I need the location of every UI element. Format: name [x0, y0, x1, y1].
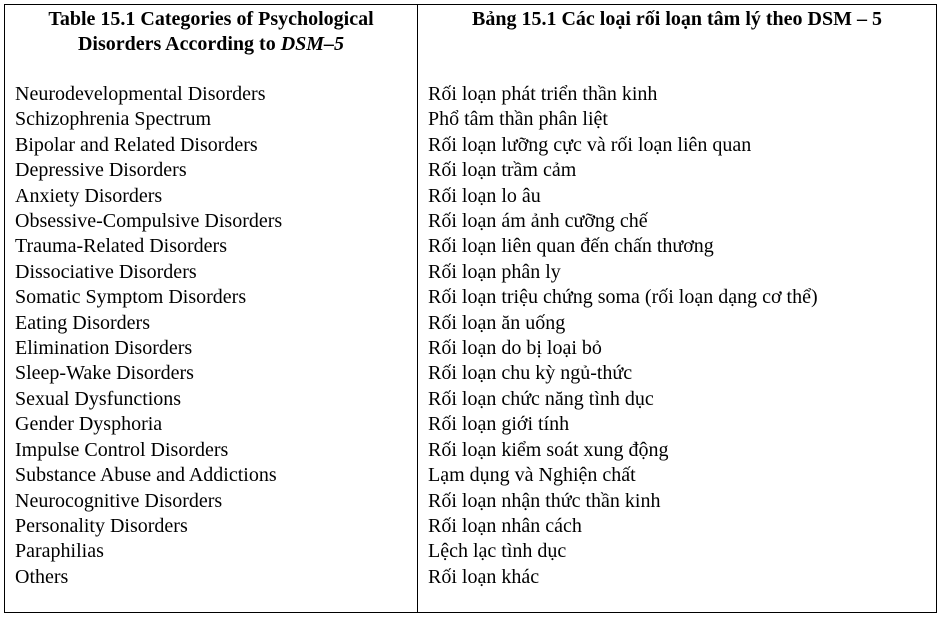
english-category-item: Dissociative Disorders: [15, 260, 197, 283]
english-category-item: Trauma-Related Disorders: [15, 235, 227, 258]
english-category-item: Elimination Disorders: [15, 337, 193, 360]
english-category-item: Personality Disorders: [15, 514, 188, 537]
vietnamese-category-item: Rối loạn nhân cách: [428, 514, 582, 537]
english-category-item: Neurocognitive Disorders: [15, 489, 223, 512]
english-column: [5, 5, 417, 612]
vietnamese-category-item: Lệch lạc tình dục: [428, 540, 567, 563]
english-heading-line2: Disorders According to: [77, 33, 281, 55]
english-category-item: Eating Disorders: [15, 311, 150, 334]
english-category-item: Sexual Dysfunctions: [15, 387, 182, 410]
dsm5-italic-label: DSM–5: [280, 33, 345, 55]
vietnamese-category-item: Rối loạn ám ảnh cưỡng chế: [428, 210, 648, 233]
vietnamese-category-item: Rối loạn lo âu: [428, 184, 541, 207]
english-category-item: Depressive Disorders: [15, 159, 187, 182]
vietnamese-category-item: Rối loạn trầm cảm: [428, 159, 577, 182]
vietnamese-category-item: Rối loạn kiểm soát xung động: [428, 438, 669, 461]
vietnamese-category-item: Rối loạn giới tính: [428, 413, 570, 436]
english-category-list: [15, 82, 282, 590]
english-table-heading: [5, 5, 417, 57]
english-category-item: Substance Abuse and Addictions: [15, 464, 277, 487]
vietnamese-column: [418, 5, 936, 612]
english-category-item: Neurodevelopmental Disorders: [15, 83, 266, 105]
english-category-item: Sleep-Wake Disorders: [15, 362, 194, 385]
vietnamese-category-item: Rối loạn triệu chứng soma (rối loạn dạng cơ thể): [428, 286, 818, 309]
english-category-item: Schizophrenia Spectrum: [15, 108, 212, 131]
english-category-item: Paraphilias: [15, 540, 104, 563]
english-category-item: Impulse Control Disorders: [15, 438, 229, 461]
vietnamese-category-item: Phổ tâm thần phân liệt: [428, 108, 608, 131]
english-category-item: Gender Dysphoria: [15, 413, 163, 436]
vietnamese-table-heading: Bảng 15.1 Các loại rối loạn tâm lý theo DSM – 5: [472, 8, 882, 30]
english-category-item: Obsessive-Compulsive Disorders: [15, 210, 283, 233]
vietnamese-category-item: Rối loạn nhận thức thần kinh: [428, 489, 661, 512]
vietnamese-category-item: Lạm dụng và Nghiện chất: [428, 464, 636, 487]
english-category-item: Others: [15, 565, 69, 588]
vietnamese-category-item: Rối loạn do bị loại bỏ: [428, 337, 602, 360]
vietnamese-category-item: Rối loạn chu kỳ ngủ-thức: [428, 362, 633, 385]
english-category-item: Anxiety Disorders: [15, 184, 163, 207]
vietnamese-category-item: Rối loạn chức năng tình dục: [428, 387, 654, 410]
vietnamese-category-item: Rối loạn ăn uống: [428, 311, 566, 334]
vietnamese-category-item: Rối loạn lưỡng cực và rối loạn liên quan: [428, 133, 752, 156]
vietnamese-category-item: Rối loạn liên quan đến chấn thương: [428, 235, 714, 258]
english-category-item: Somatic Symptom Disorders: [15, 286, 247, 309]
vietnamese-category-item: Rối loạn phân ly: [428, 260, 561, 283]
vietnamese-category-item: Rối loạn phát triển thần kinh: [428, 83, 658, 105]
english-category-item: Bipolar and Related Disorders: [15, 133, 258, 156]
english-heading-line1: Table 15.1 Categories of Psychological: [48, 8, 374, 30]
vietnamese-category-list: [428, 82, 818, 590]
vietnamese-category-item: Rối loạn khác: [428, 565, 540, 588]
